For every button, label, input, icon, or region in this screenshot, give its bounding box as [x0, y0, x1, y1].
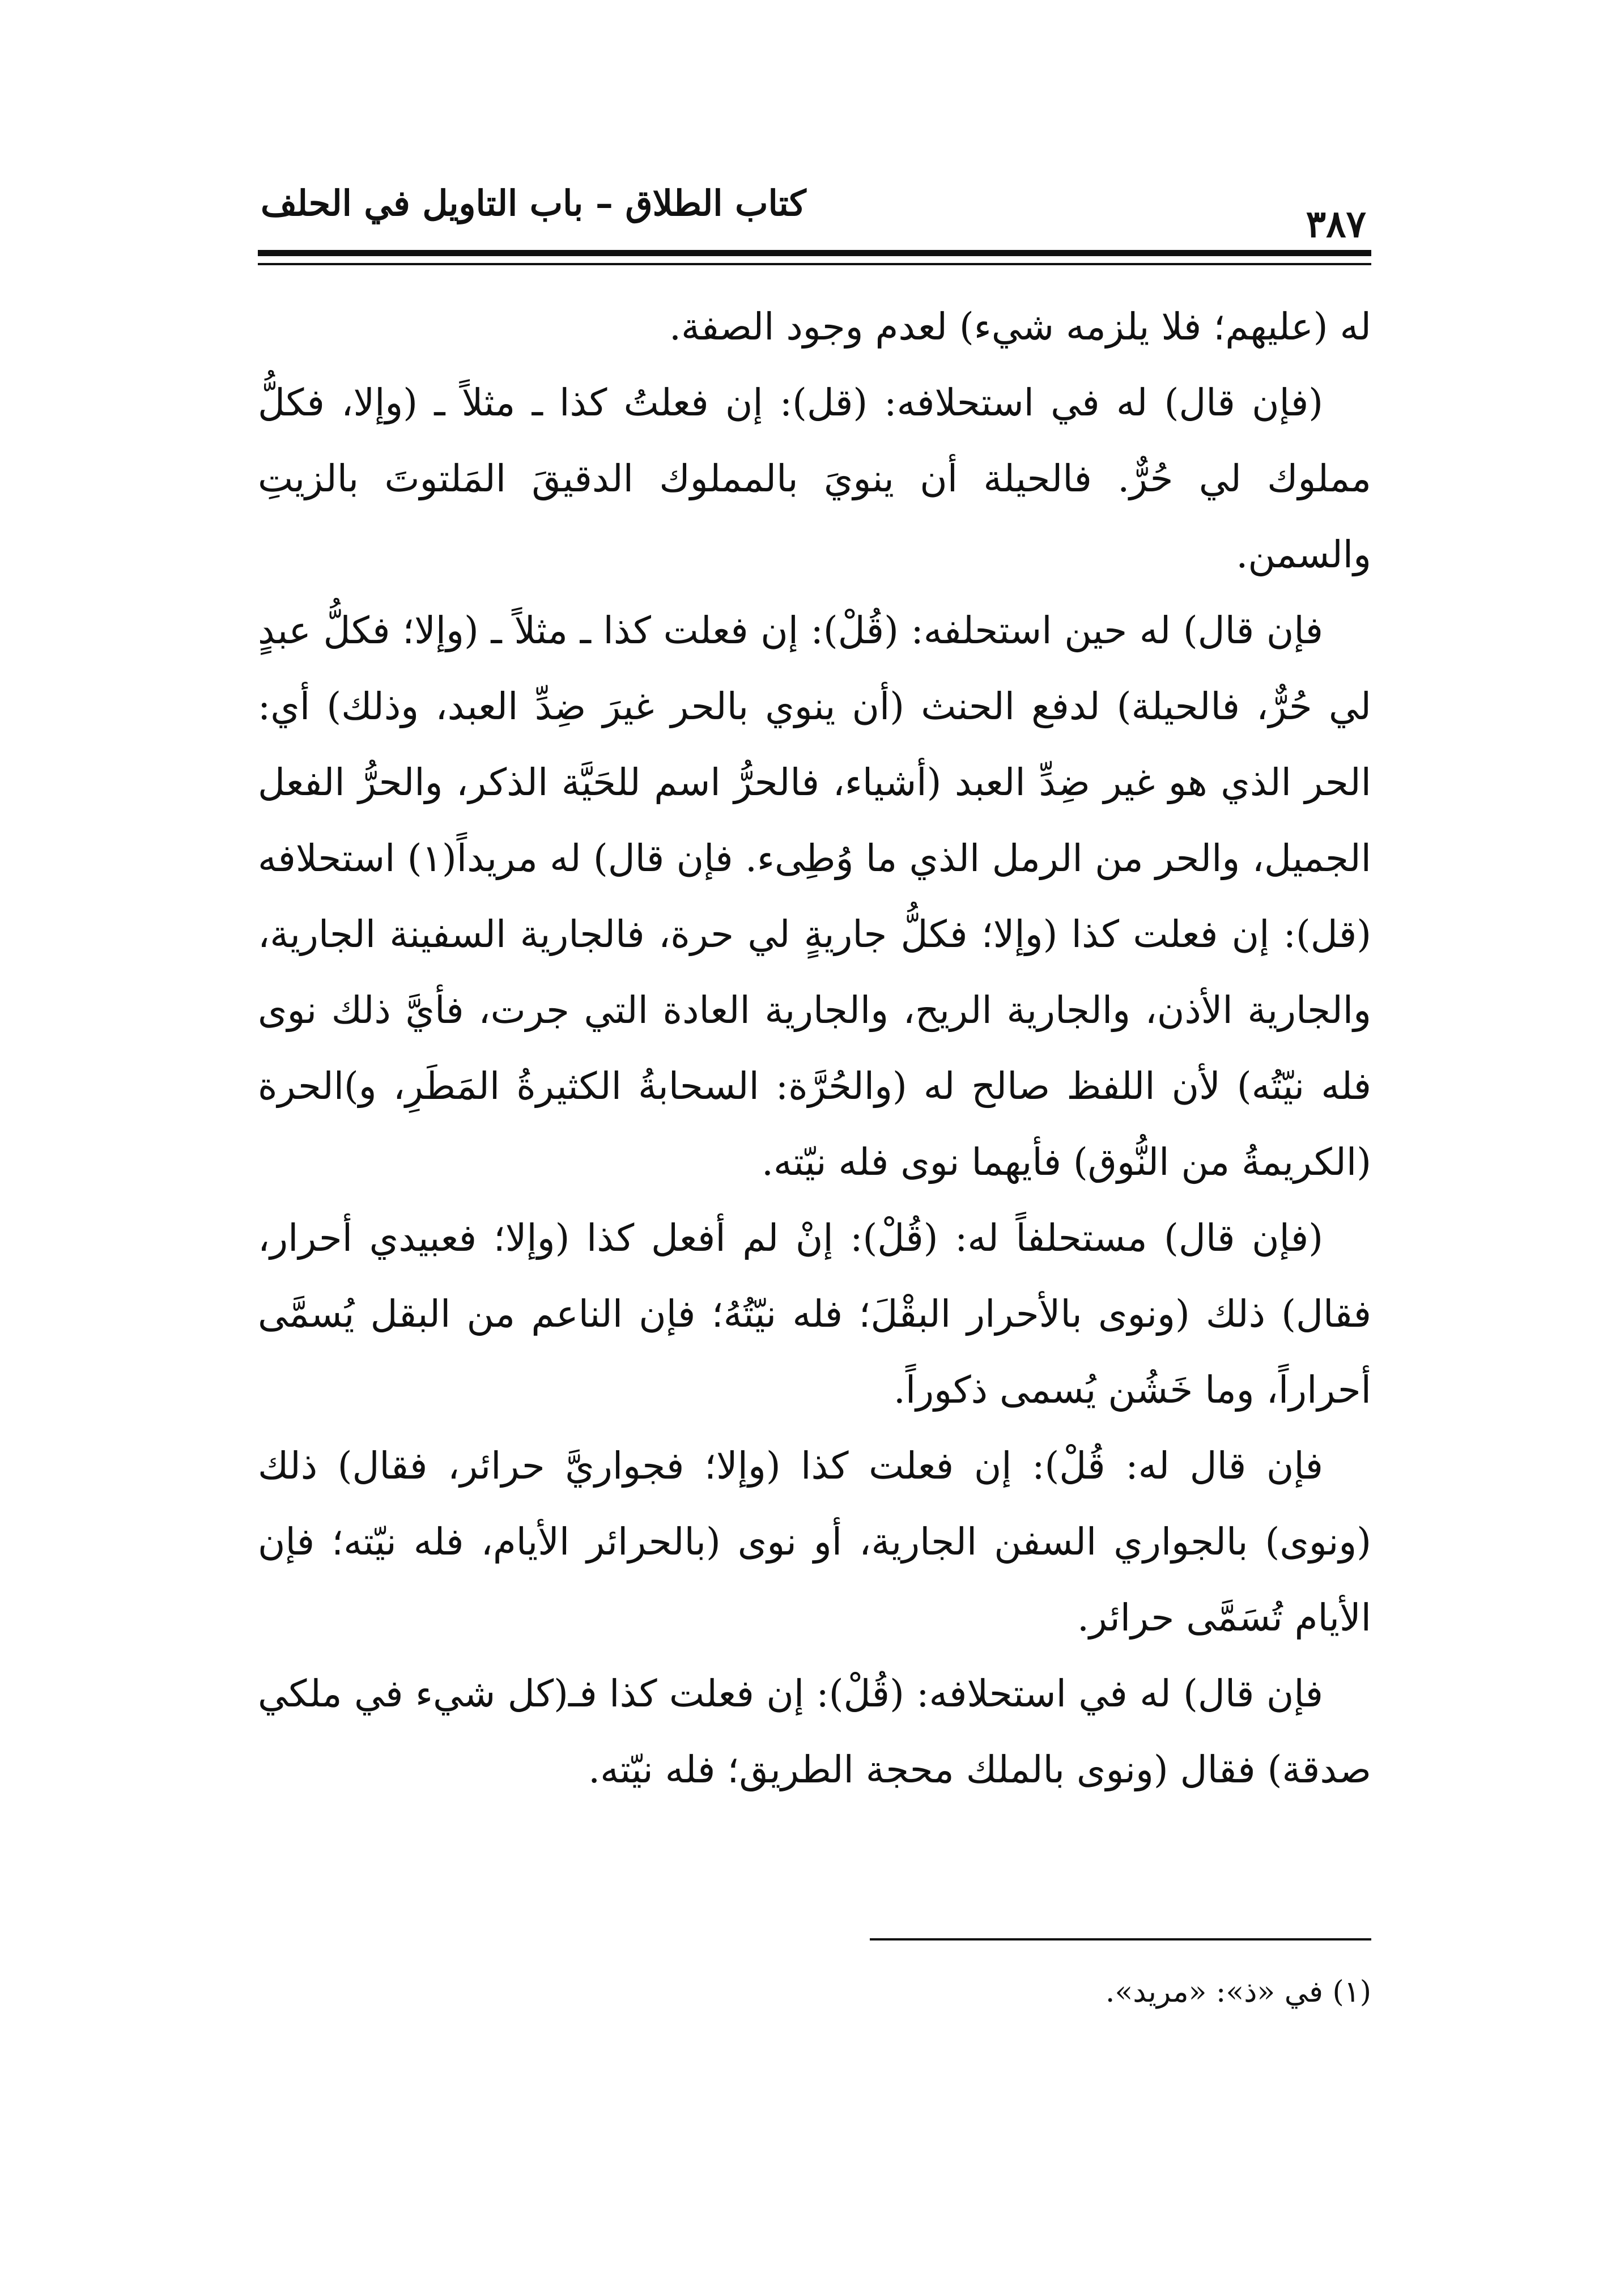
header-rule-thick	[258, 250, 1371, 256]
body-text	[258, 289, 1371, 1808]
footnote-1: (١) في «ذ»: «مريد».	[1105, 1975, 1371, 2009]
page-number: ٣٨٧	[1306, 202, 1366, 246]
paragraph-2: (فإن قال) له في استحلافه: (قل): إن فعلتُ كذا ـ مثلاً ـ (وإلا، فكلُّ مملوك لي حُرٌّ. فالحيلة أن ينويَ بالمملوك الدقيقَ المَلتوتَ بالزيتِ والسمن.	[258, 381, 1371, 576]
header-rule-thin	[258, 263, 1371, 265]
footnote-separator	[870, 1938, 1371, 1940]
paragraph-6: فإن قال) له في استحلافه: (قُلْ): إن فعلت كذا فـ(كل شيء في ملكي صدقة) فقال (ونوى بالملك محجة الطريق؛ فله نيّته.	[258, 1672, 1371, 1791]
running-header-title: كتاب الطلاق – باب التاويل في الحلف	[261, 182, 806, 224]
paragraph-3: فإن قال) له حين استحلفه: (قُلْ): إن فعلت كذا ـ مثلاً ـ (وإلا؛ فكلُّ عبدٍ لي حُرٌّ، فالحيلة) لدفع الحنث (أن ينوي بالحر غيرَ ضِدِّ العبد، وذلك) أي: الحر الذي هو غير ضِدِّ العبد (أشياء، فالحرُّ اسم للحَيَّة الذكر، والحرُّ الفعل الجميل، والحر من الرمل الذي ما وُطِىء. فإن قال) له مريداً(١) استحلافه (قل): إن فعلت كذا (وإلا؛ فكلُّ جاريةٍ لي حرة، فالجارية السفينة الجارية، والجارية الأذن، والجارية الريح، والجارية العادة التي جرت، فأيَّ ذلك نوى فله نيّتُه) لأن اللفظ صالح له (والحُرَّة: السحابةُ الكثيرةُ المَطَرِ، و)الحرة (الكريمةُ من النُّوق) فأيهما نوى فله نيّته.	[258, 609, 1371, 1184]
paragraph-5: فإن قال له: قُلْ): إن فعلت كذا (وإلا؛ فجواريَّ حرائر، فقال) ذلك (ونوى) بالجواري السفن الجارية، أو نوى (بالحرائر الأيام، فله نيّته؛ فإن الأيام تُسَمَّى حرائر.	[258, 1444, 1371, 1640]
paragraph-1: له (عليهم؛ فلا يلزمه شيء) لعدم وجود الصفة.	[669, 305, 1371, 349]
paragraph-4: (فإن قال) مستحلفاً له: (قُلْ): إنْ لم أفعل كذا (وإلا؛ فعبيدي أحرار، فقال) ذلك (ونوى بالأحرار البقْلَ؛ فله نيّتُهُ؛ فإن الناعم من البقل يُسمَّى أحراراً، وما خَشُن يُسمى ذكوراً.	[258, 1216, 1371, 1412]
